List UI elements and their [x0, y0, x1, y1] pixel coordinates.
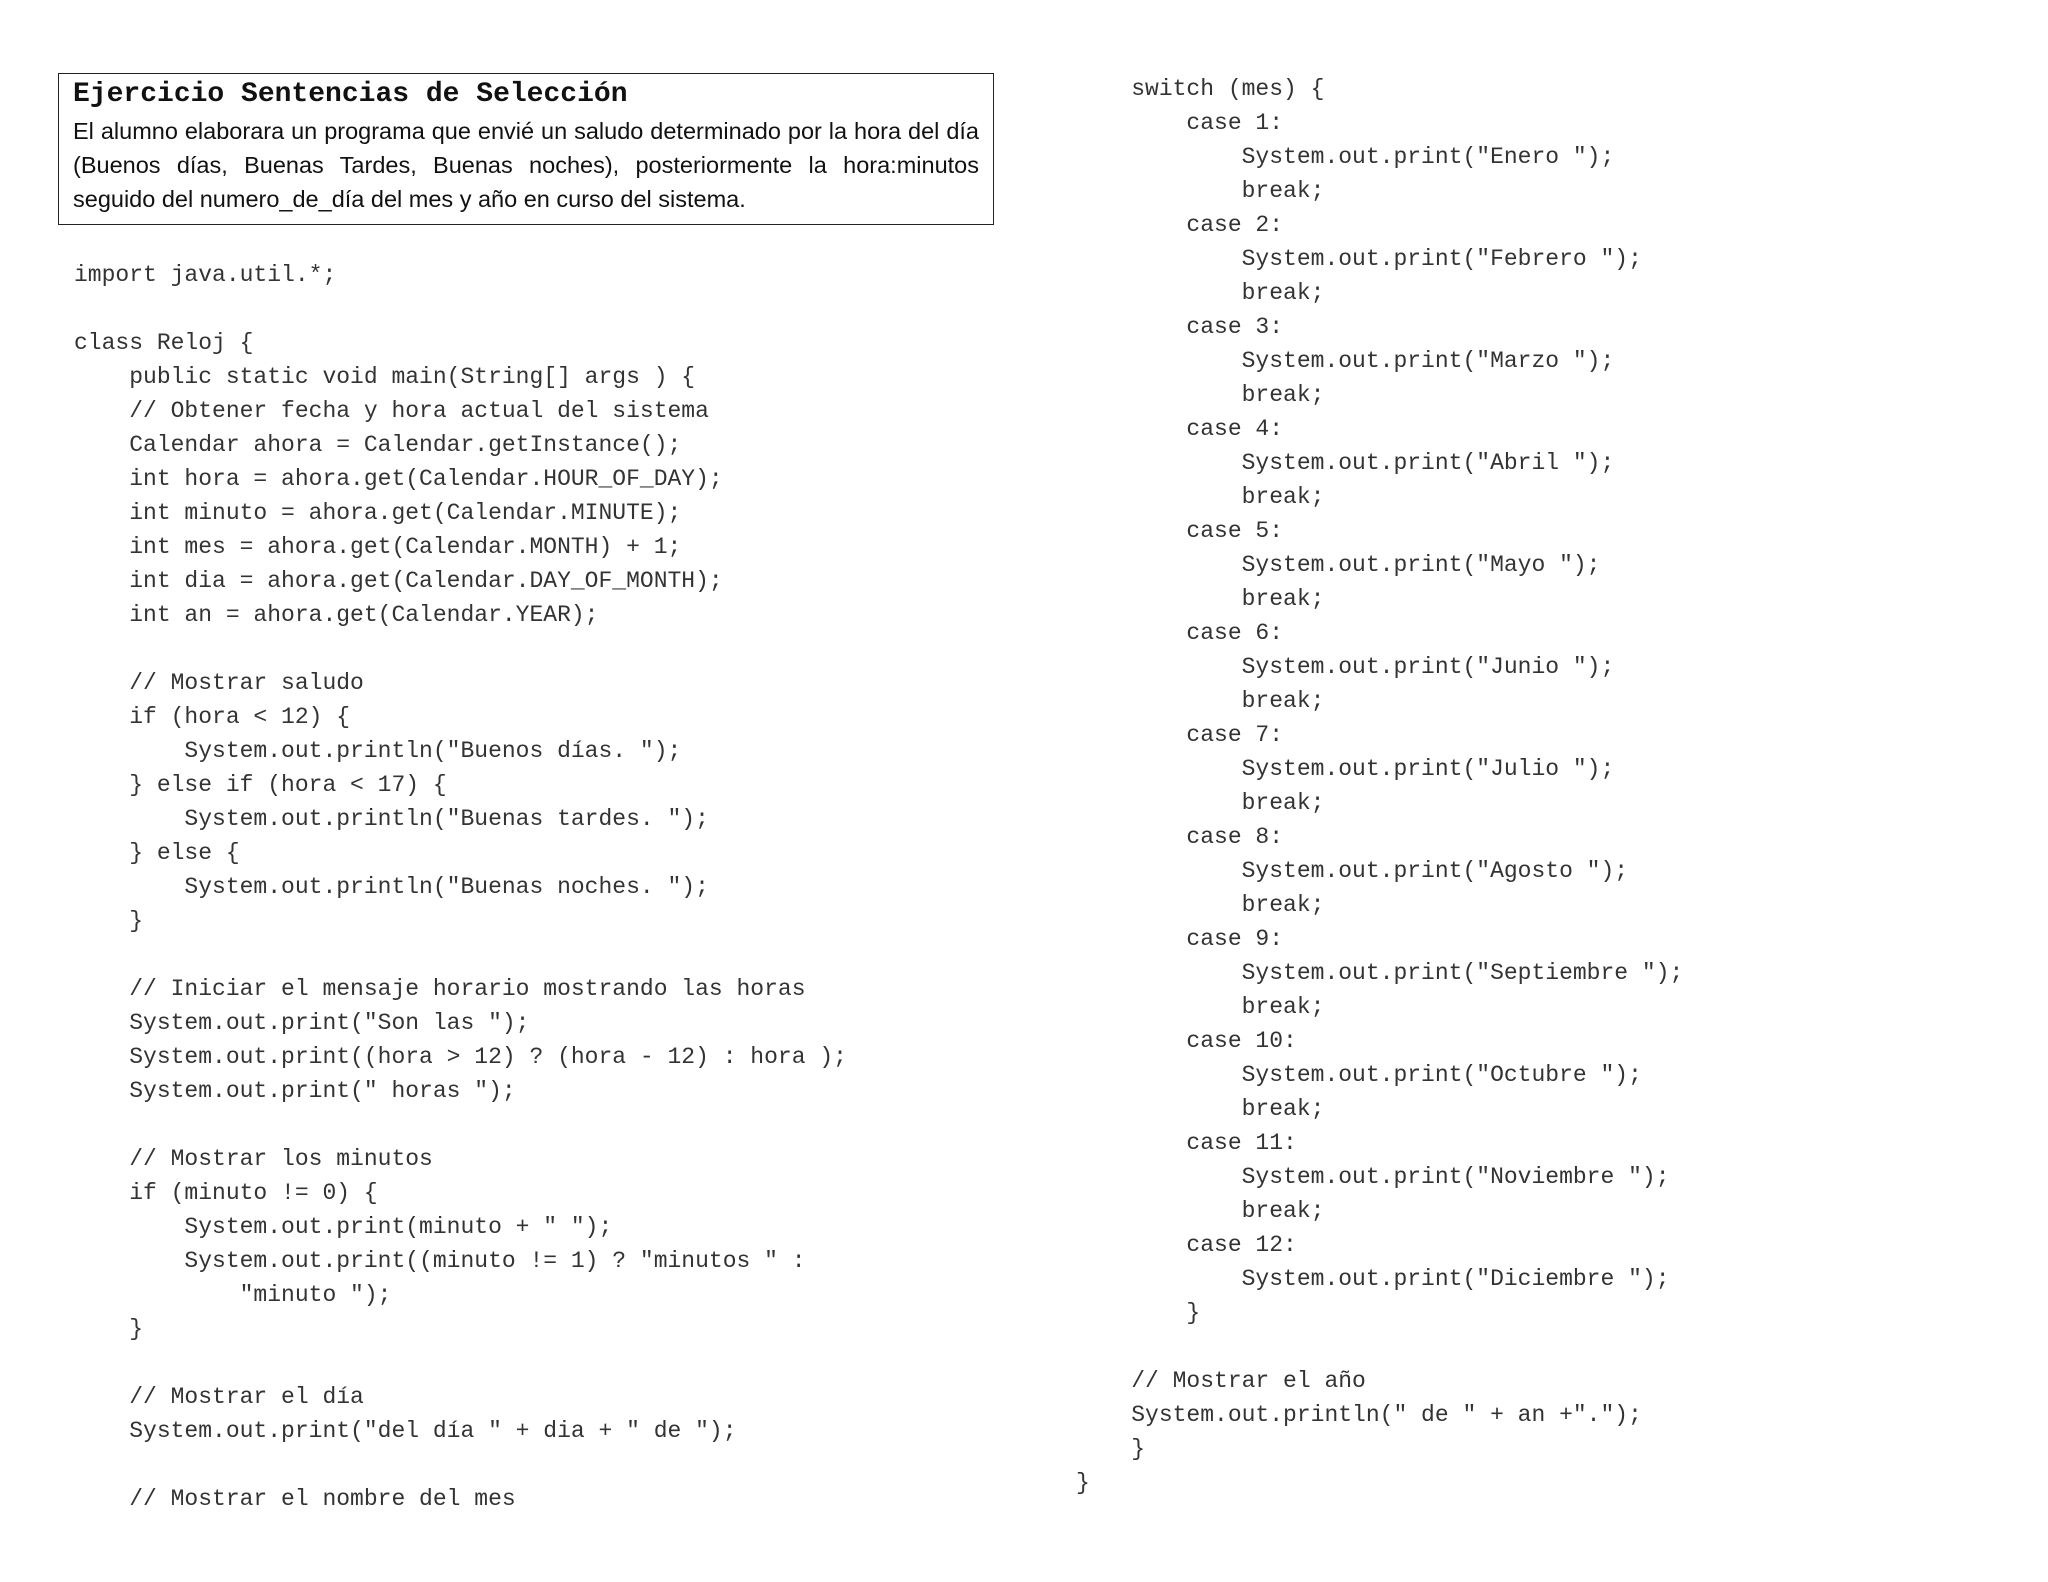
code-line: // Mostrar los minutos — [74, 1146, 433, 1172]
code-line — [1076, 1330, 1683, 1364]
code-line: System.out.print("Junio "); — [1076, 654, 1615, 680]
code-line: System.out.println("Buenos días. "); — [74, 738, 682, 764]
code-line: System.out.print((minuto != 1) ? "minutos " : — [74, 1248, 806, 1274]
code-line: // Iniciar el mensaje horario mostrando las horas — [74, 976, 806, 1002]
code-line: break; — [1076, 688, 1325, 714]
code-line: } else { — [74, 840, 240, 866]
code-line: System.out.print("Abril "); — [1076, 450, 1615, 476]
code-line: class Reloj { — [74, 330, 254, 356]
code-line: public static void main(String[] args ) { — [74, 364, 696, 390]
code-line — [74, 632, 847, 666]
code-line — [74, 1448, 847, 1482]
code-line: case 10: — [1076, 1028, 1297, 1054]
code-line: if (minuto != 0) { — [74, 1180, 378, 1206]
code-line: System.out.println("Buenas tardes. "); — [74, 806, 709, 832]
code-line: int minuto = ahora.get(Calendar.MINUTE); — [74, 500, 682, 526]
code-line: System.out.println("Buenas noches. "); — [74, 874, 709, 900]
code-line: int mes = ahora.get(Calendar.MONTH) + 1; — [74, 534, 682, 560]
code-line: } — [74, 1316, 144, 1342]
code-line: case 7: — [1076, 722, 1284, 748]
code-line: } else if (hora < 17) { — [74, 772, 447, 798]
code-line: Calendar ahora = Calendar.getInstance(); — [74, 432, 682, 458]
code-listing-right — [1076, 72, 1683, 1500]
code-line: // Mostrar saludo — [74, 670, 364, 696]
code-line: case 11: — [1076, 1130, 1297, 1156]
code-line: case 5: — [1076, 518, 1284, 544]
code-line: System.out.print("Mayo "); — [1076, 552, 1601, 578]
code-line: System.out.print((hora > 12) ? (hora - 12) : hora ); — [74, 1044, 847, 1070]
code-line: System.out.print("Marzo "); — [1076, 348, 1615, 374]
code-line: if (hora < 12) { — [74, 704, 351, 730]
code-line: switch (mes) { — [1076, 76, 1325, 102]
code-line: System.out.print("Diciembre "); — [1076, 1266, 1670, 1292]
code-line: break; — [1076, 790, 1325, 816]
code-line: System.out.print("Octubre "); — [1076, 1062, 1642, 1088]
code-line: System.out.print("del día " + dia + " de "); — [74, 1418, 737, 1444]
code-listing-left — [74, 258, 847, 1516]
code-line: break; — [1076, 892, 1325, 918]
code-line: } — [1076, 1470, 1090, 1496]
code-line: import java.util.*; — [74, 262, 337, 288]
exercise-title: Ejercicio Sentencias de Selección — [73, 79, 628, 110]
exercise-description: El alumno elaborara un programa que envié un saludo determinado por la hora del día (Buenos días, Buenas Tardes, Buenas noches), posteriormente la hora:minutos seguido del numero_de_día del mes y año en curso del sistema. — [73, 118, 979, 212]
code-line: case 3: — [1076, 314, 1284, 340]
code-line: int hora = ahora.get(Calendar.HOUR_OF_DAY); — [74, 466, 723, 492]
code-line: "minuto "); — [74, 1282, 392, 1308]
code-line — [74, 292, 847, 326]
code-line: // Mostrar el año — [1076, 1368, 1366, 1394]
code-line: break; — [1076, 382, 1325, 408]
code-line: case 1: — [1076, 110, 1284, 136]
code-line: break; — [1076, 178, 1325, 204]
code-line: case 4: — [1076, 416, 1284, 442]
code-line: System.out.print("Agosto "); — [1076, 858, 1629, 884]
code-line: break; — [1076, 1096, 1325, 1122]
code-line: break; — [1076, 994, 1325, 1020]
code-line: System.out.print("Son las "); — [74, 1010, 530, 1036]
code-line: case 6: — [1076, 620, 1284, 646]
code-line: int dia = ahora.get(Calendar.DAY_OF_MONTH); — [74, 568, 723, 594]
code-line: case 8: — [1076, 824, 1284, 850]
code-line: } — [1076, 1300, 1201, 1326]
code-line: System.out.print(" horas "); — [74, 1078, 516, 1104]
code-line: } — [74, 908, 144, 934]
code-line — [74, 938, 847, 972]
code-line: break; — [1076, 1198, 1325, 1224]
code-line: System.out.print("Enero "); — [1076, 144, 1615, 170]
code-line: // Obtener fecha y hora actual del sistema — [74, 398, 709, 424]
code-line: System.out.print("Julio "); — [1076, 756, 1615, 782]
code-line: break; — [1076, 586, 1325, 612]
code-line: // Mostrar el día — [74, 1384, 364, 1410]
code-line: } — [1076, 1436, 1146, 1462]
code-line: System.out.print("Septiembre "); — [1076, 960, 1684, 986]
code-line: break; — [1076, 280, 1325, 306]
code-line — [74, 1346, 847, 1380]
code-line: break; — [1076, 484, 1325, 510]
code-line — [74, 1108, 847, 1142]
code-line: System.out.print("Noviembre "); — [1076, 1164, 1670, 1190]
code-line: // Mostrar el nombre del mes — [74, 1486, 516, 1512]
code-line: case 12: — [1076, 1232, 1297, 1258]
code-line: System.out.println(" de " + an +"."); — [1076, 1402, 1642, 1428]
code-line: int an = ahora.get(Calendar.YEAR); — [74, 602, 599, 628]
code-line: case 9: — [1076, 926, 1284, 952]
exercise-statement-box — [58, 73, 994, 225]
code-line: System.out.print(minuto + " "); — [74, 1214, 613, 1240]
code-line: System.out.print("Febrero "); — [1076, 246, 1642, 272]
code-line: case 2: — [1076, 212, 1284, 238]
